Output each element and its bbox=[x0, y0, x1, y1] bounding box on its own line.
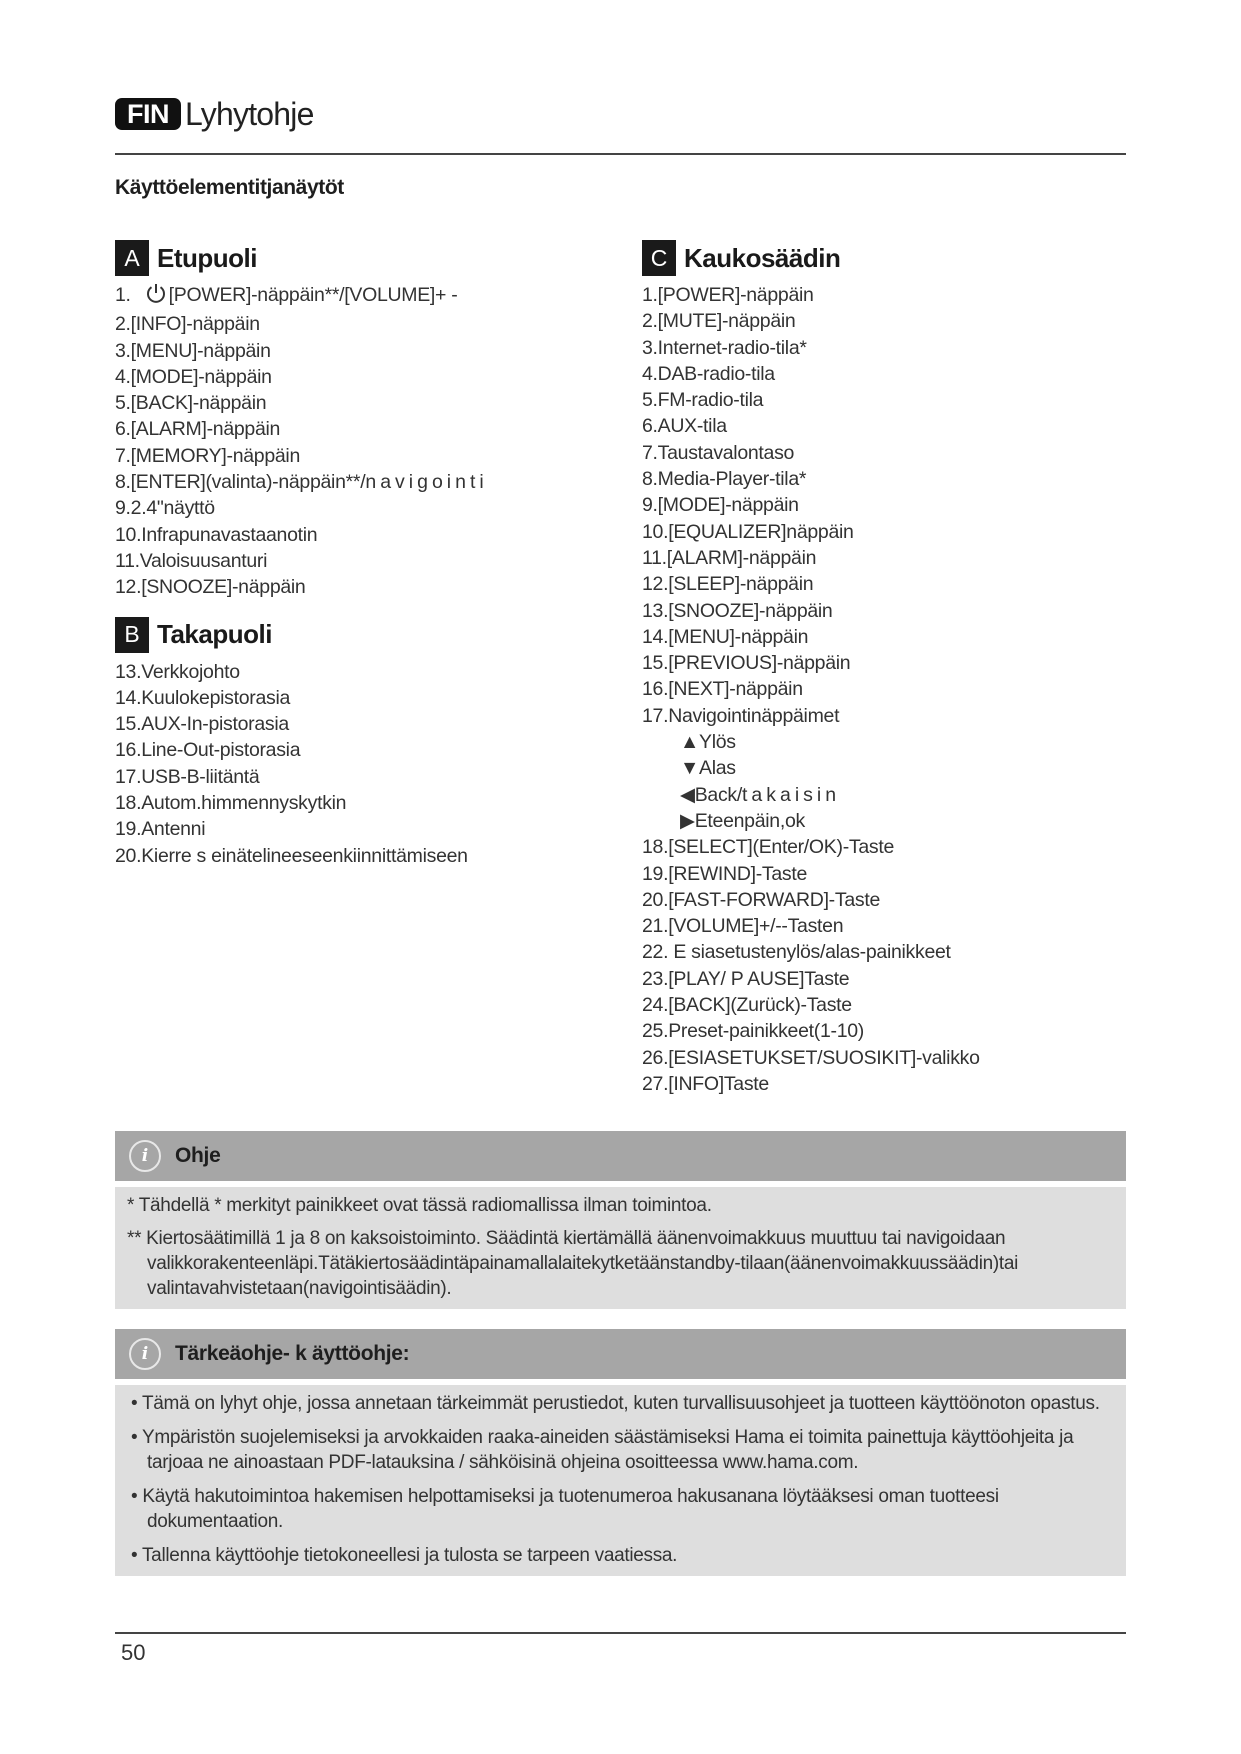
document-title: Lyhytohje bbox=[185, 96, 314, 132]
list-item bbox=[115, 282, 615, 311]
page-number: 50 bbox=[121, 1640, 146, 1665]
note-line: ** Kiertosäätimillä 1 ja 8 on kaksoistoiminto. Säädintä kiertämällä äänenvoimakkuus muuttuu tai navigoidaan valikkorakenteenläpi.Tätäkiertosäädintäpainamallalaitekytketäänstandby-tilaan(äänenvoimakkuussäädin)tai valintavahvistetaan(navigointisäädin). bbox=[127, 1228, 1019, 1299]
list-item: 26.[ESIASETUKSET/SUOSIKIT]-valikko bbox=[642, 1046, 980, 1069]
right-column bbox=[642, 240, 1142, 1097]
section-c-list bbox=[642, 282, 1142, 1097]
list-item: 10.[EQUALIZER]näppäin bbox=[642, 520, 854, 543]
note-line: * Tähdellä * merkityt painikkeet ovat tässä radiomallissa ilman toimintoa. bbox=[127, 1195, 712, 1216]
item-text: [POWER]-näppäin**/[VOLUME]+ - bbox=[168, 284, 458, 306]
list-item: 8.Media-Player-tila* bbox=[642, 468, 807, 491]
page-header bbox=[115, 96, 314, 132]
note-body bbox=[115, 1385, 1126, 1576]
note-title: Ohje bbox=[175, 1144, 221, 1167]
bullet-item: • Käytä hakutoimintoa hakemisen helpottamiseksi ja tuotenumeroa hakusanana löytääksesi oman tuotteesi dokumentaation. bbox=[131, 1486, 999, 1532]
list-item: 1.[POWER]-näppäin bbox=[642, 284, 814, 306]
list-item: 14.[MENU]-näppäin bbox=[642, 625, 809, 648]
item-text: ◀Back/ bbox=[680, 783, 742, 806]
list-item: 27.[INFO]Taste bbox=[642, 1072, 769, 1095]
list-item: 4.DAB-radio-tila bbox=[642, 362, 775, 385]
list-item: 5.[BACK]-näppäin bbox=[115, 392, 267, 415]
note-box-important bbox=[115, 1329, 1126, 1576]
list-item: 19.[REWIND]-Taste bbox=[642, 862, 808, 885]
section-c-title: Kaukosäädin bbox=[684, 242, 841, 273]
list-item: 13.Verkkojohto bbox=[115, 660, 240, 683]
nav-up-item: ▲Ylös bbox=[680, 731, 736, 754]
power-icon bbox=[145, 282, 167, 311]
list-item: 11.Valoisuusanturi bbox=[115, 549, 268, 572]
list-item: 4.[MODE]-näppäin bbox=[115, 365, 272, 388]
note-title: Tärkeäohje- k äyttöohje: bbox=[175, 1342, 410, 1365]
list-item: 24.[BACK](Zurück)-Taste bbox=[642, 994, 852, 1017]
list-item: 20.Kierre s einätelineeseenkiinnittämiseen bbox=[115, 844, 468, 867]
bullet-item: • Ympäristön suojelemiseksi ja arvokkaiden raaka-aineiden säästämiseksi Hama ei toimita painettuja käyttöohjeita ja tarjoaa ne ainoastaan PDF-latauksina / sähköisinä ohjeina osoitteessa www.hama.com. bbox=[131, 1427, 1074, 1473]
list-item: 17.Navigointinäppäimet bbox=[642, 704, 840, 727]
left-column bbox=[115, 240, 615, 869]
list-item: 18.[SELECT](Enter/OK)-Taste bbox=[642, 836, 894, 859]
section-b-list bbox=[115, 659, 615, 869]
section-c-heading bbox=[642, 240, 1142, 276]
list-item: 6.[ALARM]-näppäin bbox=[115, 418, 281, 441]
info-icon: i bbox=[129, 1140, 161, 1172]
section-b-heading bbox=[115, 617, 615, 653]
note-header bbox=[115, 1329, 1126, 1379]
list-item: 2.[INFO]-näppäin bbox=[115, 313, 260, 336]
item-text: 8.[ENTER](valinta)-näppäin**/ bbox=[115, 471, 366, 494]
item-text-spaced: navigointi bbox=[365, 471, 488, 494]
list-item: 12.[SNOOZE]-näppäin bbox=[115, 576, 306, 599]
list-item: 16.Line-Out-pistorasia bbox=[115, 739, 301, 762]
nav-forward-item: ▶Eteenpäin,ok bbox=[680, 809, 805, 832]
list-item: 19.Antenni bbox=[115, 818, 206, 841]
language-badge: FIN bbox=[115, 98, 181, 130]
section-a-title: Etupuoli bbox=[157, 242, 257, 273]
footer-divider bbox=[115, 1632, 1126, 1634]
list-item: 15.AUX-In-pistorasia bbox=[115, 713, 289, 736]
section-a-list bbox=[115, 282, 615, 601]
list-item: 7.[MEMORY]-näppäin bbox=[115, 444, 300, 467]
item-text-spaced: takaisin bbox=[741, 783, 841, 806]
list-item: 25.Preset-painikkeet(1-10) bbox=[642, 1020, 864, 1043]
list-item: 22. E siasetustenylös/alas-painikkeet bbox=[642, 941, 951, 964]
section-b-title: Takapuoli bbox=[157, 619, 272, 650]
list-item: 16.[NEXT]-näppäin bbox=[642, 678, 803, 701]
list-item: 9.[MODE]-näppäin bbox=[642, 494, 799, 517]
list-item: 21.[VOLUME]+/--Tasten bbox=[642, 915, 844, 938]
list-item: 13.[SNOOZE]-näppäin bbox=[642, 599, 833, 622]
list-item: 6.AUX-tila bbox=[642, 415, 727, 438]
list-item: 3.Internet-radio-tila* bbox=[642, 336, 807, 359]
list-item: 17.USB-B-liitäntä bbox=[115, 765, 260, 788]
nav-down-item: ▼Alas bbox=[680, 757, 736, 780]
header-divider bbox=[115, 153, 1126, 155]
list-item: 12.[SLEEP]-näppäin bbox=[642, 573, 814, 596]
section-b-letter: B bbox=[115, 617, 149, 653]
list-item: 7.Taustavalontaso bbox=[642, 441, 795, 464]
list-item: 14.Kuulokepistorasia bbox=[115, 686, 291, 709]
list-item: 18.Autom.himmennyskytkin bbox=[115, 792, 347, 815]
list-item bbox=[115, 469, 615, 495]
section-c-letter: C bbox=[642, 240, 676, 276]
list-item: 23.[PLAY/ P AUSE]Taste bbox=[642, 967, 850, 990]
list-item: 10.Infrapunavastaanotin bbox=[115, 523, 318, 546]
section-a-heading bbox=[115, 240, 615, 276]
list-item: 3.[MENU]-näppäin bbox=[115, 339, 271, 362]
bullet-item: • Tämä on lyhyt ohje, jossa annetaan tärkeimmät perustiedot, kuten turvallisuusohjeet ja tuotteen käyttöönoton opastus. bbox=[131, 1393, 1100, 1414]
note-body bbox=[115, 1187, 1126, 1309]
list-item: 15.[PREVIOUS]-näppäin bbox=[642, 652, 851, 675]
info-icon: i bbox=[129, 1338, 161, 1370]
list-item: 11.[ALARM]-näppäin bbox=[642, 546, 817, 569]
section-subtitle: Käyttöelementitjanäytöt bbox=[115, 176, 344, 199]
list-item: 2.[MUTE]-näppäin bbox=[642, 310, 796, 333]
note-box-ohje bbox=[115, 1131, 1126, 1309]
item-number: 1. bbox=[115, 284, 131, 306]
bullet-item: • Tallenna käyttöohje tietokoneellesi ja tulosta se tarpeen vaatiessa. bbox=[131, 1545, 678, 1566]
note-header bbox=[115, 1131, 1126, 1181]
list-item: 9.2.4"näyttö bbox=[115, 497, 215, 520]
list-item: 5.FM-radio-tila bbox=[642, 389, 764, 412]
section-a-letter: A bbox=[115, 240, 149, 276]
nav-back-item bbox=[642, 782, 1142, 808]
list-item: 20.[FAST-FORWARD]-Taste bbox=[642, 888, 880, 911]
